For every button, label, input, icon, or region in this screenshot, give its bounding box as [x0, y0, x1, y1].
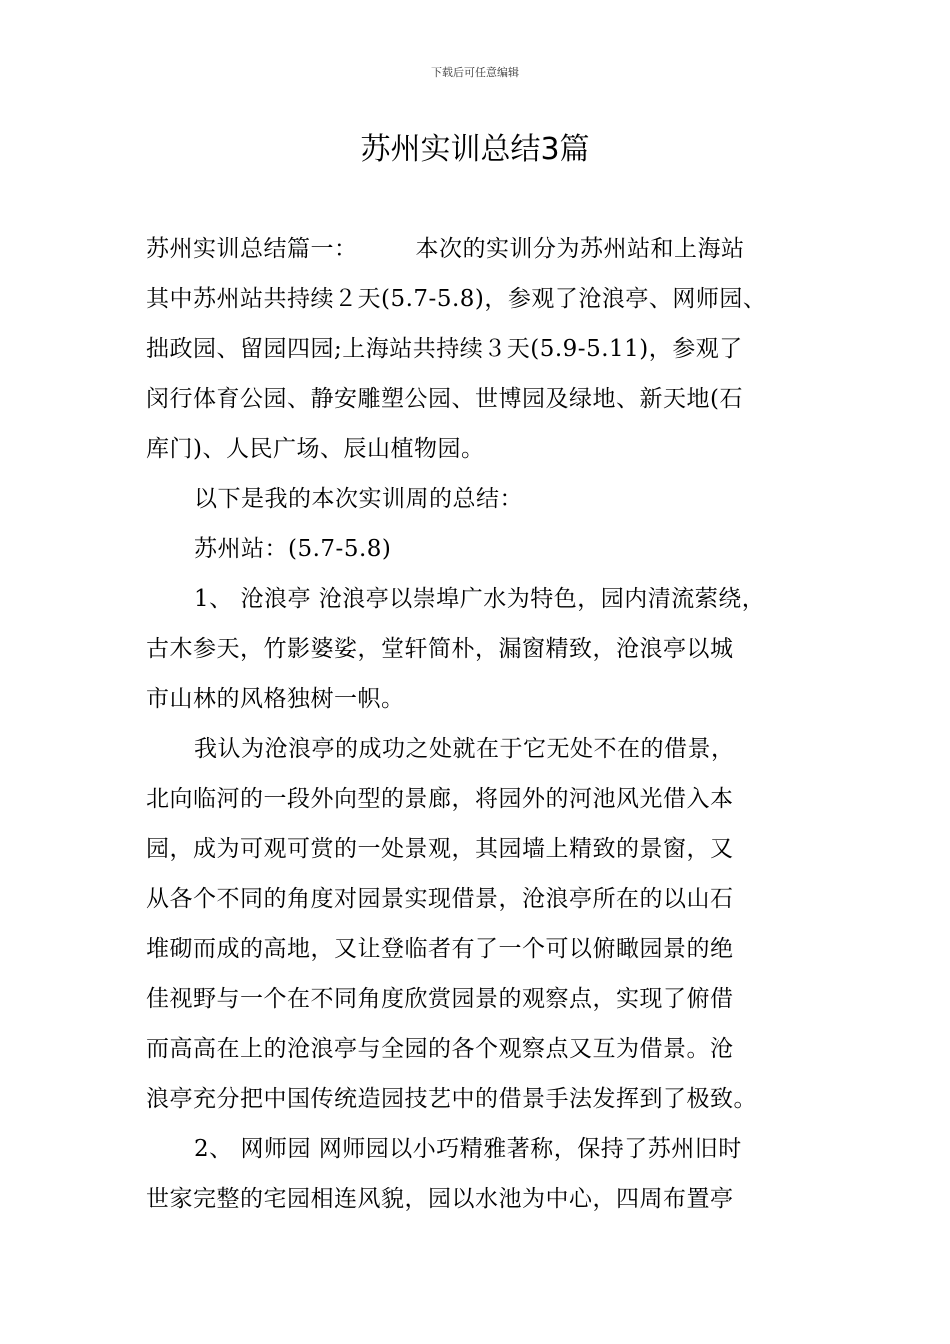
text-line: 以下是我的本次实训周的总结：: [194, 486, 523, 512]
text-line: 从各个不同的角度对园景实现借景，沧浪亭所在的以山石: [146, 886, 734, 912]
text-line: 其中苏州站共持续２天(5.7-5.8)，参观了沧浪亭、网师园、: [146, 286, 767, 312]
header-note: 下载后可任意编辑: [431, 66, 519, 79]
paragraph-summary-intro: [146, 474, 811, 524]
text-line: 园，成为可观可赏的一处景观，其园墙上精致的景窗，又: [146, 836, 734, 862]
document-title: 苏州实训总结3篇: [360, 132, 590, 167]
text-line: 堆砌而成的高地，又让登临者有了一个可以俯瞰园景的绝: [146, 936, 734, 962]
document-body: [146, 224, 811, 1224]
text-line: 世家完整的宅园相连风貌，园以水池为中心，四周布置亭: [146, 1186, 734, 1212]
text-line: 闵行体育公园、静安雕塑公园、世博园及绿地、新天地(石: [146, 386, 743, 412]
text-line: 2、 网师园 网师园以小巧精雅著称，保持了苏州旧时: [194, 1136, 742, 1162]
paragraph-suzhou-station: [146, 524, 811, 574]
section-lead: 苏州实训总结篇一：: [146, 236, 358, 262]
text-line: [146, 224, 811, 274]
text-line: 佳视野与一个在不同角度欣赏园景的观察点，实现了俯借: [146, 986, 734, 1012]
text-line: 北向临河的一段外向型的景廊，将园外的河池风光借入本: [146, 786, 734, 812]
text-line: 浪亭充分把中国传统造园技艺中的借景手法发挥到了极致。: [146, 1086, 757, 1112]
text-line-content: 本次的实训分为苏州站和上海站: [415, 236, 745, 262]
text-line: 1、 沧浪亭 沧浪亭以崇埠广水为特色，园内清流萦绕，: [194, 586, 766, 612]
text-line: 拙政园、留园四园;上海站共持续３天(5.9-5.11)，参观了: [146, 336, 743, 362]
text-line: 我认为沧浪亭的成功之处就在于它无处不在的借景，: [194, 736, 735, 762]
text-line: 库门)、人民广场、辰山植物园。: [146, 436, 485, 462]
paragraph-borrowed-scenery: [146, 724, 811, 1124]
text-line: 而高高在上的沧浪亭与全园的各个观察点又互为借景。沧: [146, 1036, 734, 1062]
text-line: 古木参天，竹影婆娑，堂轩简朴，漏窗精致，沧浪亭以城: [146, 636, 734, 662]
text-line: 市山林的风格独树一帜。: [146, 686, 405, 712]
text-line: 苏州站：(5.7-5.8): [194, 536, 392, 562]
paragraph-canglang-pavilion: [146, 574, 811, 724]
paragraph-intro: [146, 224, 811, 474]
paragraph-master-of-nets-garden: [146, 1124, 811, 1224]
